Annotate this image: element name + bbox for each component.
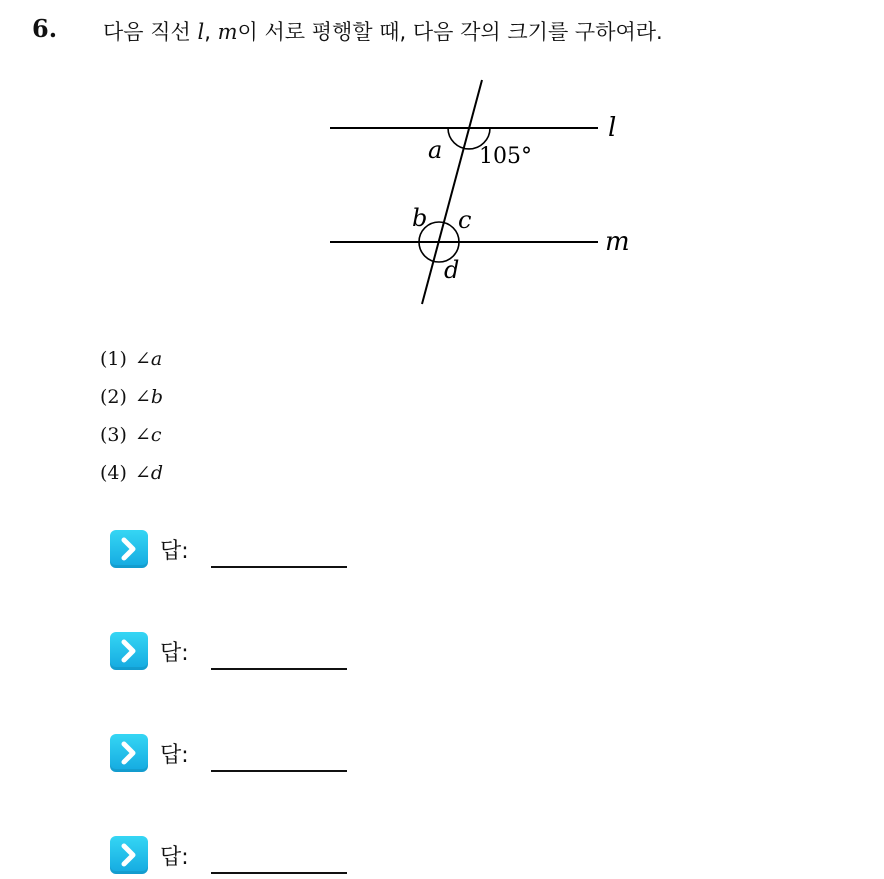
problem-comma: , <box>204 20 218 44</box>
answer-label: 답: <box>160 641 189 666</box>
answer-row-2 <box>110 632 347 672</box>
answer-label: 답: <box>160 743 189 768</box>
subquestion-item <box>100 340 163 378</box>
answer-row-4 <box>110 836 347 876</box>
line-m-symbol: m <box>217 20 238 44</box>
answer-input-1[interactable] <box>211 530 347 568</box>
chevron-right-icon <box>110 632 148 670</box>
subquestion-list <box>100 340 163 492</box>
problem-text-suffix: 이 서로 평행할 때, 다음 각의 크기를 구하여라. <box>237 20 663 44</box>
subquestion-expression: ∠a <box>134 348 163 370</box>
answer-input-3[interactable] <box>211 734 347 772</box>
problem-text-prefix: 다음 직선 <box>103 20 198 44</box>
chevron-right-icon <box>110 836 148 874</box>
problem-number: 6. <box>32 14 58 43</box>
angle-label-d: d <box>444 256 460 284</box>
parallel-lines-figure <box>300 70 660 310</box>
subquestion-item <box>100 454 163 492</box>
angle-label-c: c <box>458 206 472 234</box>
subquestion-number: (4) <box>100 462 127 484</box>
problem-statement <box>103 16 663 46</box>
answer-input-4[interactable] <box>211 836 347 874</box>
angle-label-a: a <box>428 136 443 164</box>
line-label-l: l <box>608 113 617 143</box>
angle-label-given: 105° <box>479 144 532 169</box>
subquestion-expression: ∠c <box>134 424 162 446</box>
subquestion-item <box>100 378 163 416</box>
line-label-m: m <box>605 227 630 257</box>
subquestion-number: (3) <box>100 424 127 446</box>
angle-label-b: b <box>412 204 428 232</box>
subquestion-number: (2) <box>100 386 127 408</box>
chevron-right-icon <box>110 734 148 772</box>
subquestion-number: (1) <box>100 348 127 370</box>
subquestion-expression: ∠d <box>134 462 164 484</box>
answer-input-2[interactable] <box>211 632 347 670</box>
answer-row-1 <box>110 530 347 570</box>
answer-label: 답: <box>160 539 189 564</box>
chevron-right-icon <box>110 530 148 568</box>
answer-row-3 <box>110 734 347 774</box>
subquestion-expression: ∠b <box>134 386 164 408</box>
answer-label: 답: <box>160 845 189 870</box>
subquestion-item <box>100 416 163 454</box>
line-l-symbol: l <box>197 20 205 44</box>
